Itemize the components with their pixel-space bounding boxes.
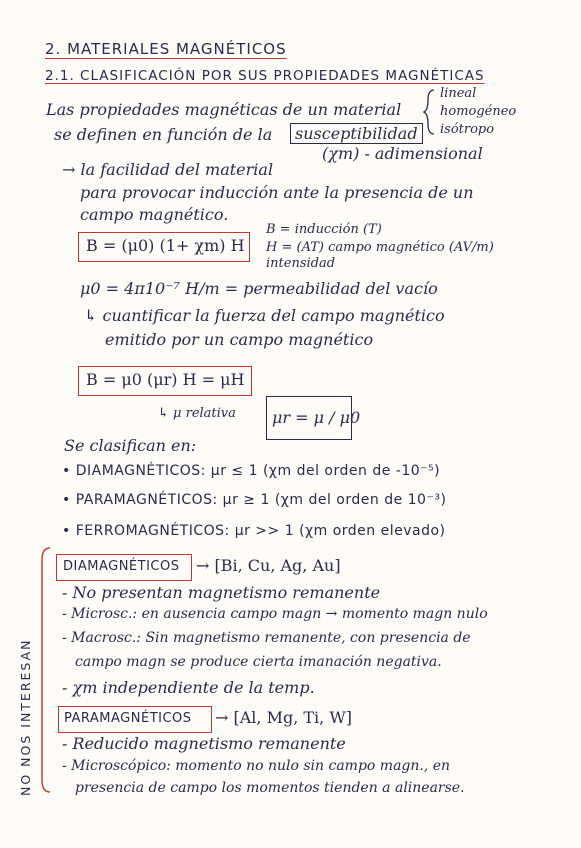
mu0-note-1: ↳ cuantificar la fuerza del campo magnético	[84, 306, 445, 325]
side-bracket	[42, 548, 50, 792]
dia-point-2: - Microsc.: en ausencia campo magn → momento magn nulo	[62, 606, 488, 622]
dia-label: DIAMAGNÉTICOS	[63, 559, 180, 574]
brace-item-isotropo: isótropo	[440, 122, 495, 137]
dia-point-4: campo magn se produce cierta imanación negativa.	[75, 654, 442, 670]
arrow-line-2: para provocar inducción ante la presencia de un	[80, 183, 474, 202]
class-diamagneticos: • DIAMAGNÉTICOS: μr ≤ 1 (χm del orden de -10⁻⁵)	[62, 463, 441, 479]
brace-mark	[424, 90, 434, 134]
arrow-line-3: campo magnético.	[80, 205, 229, 224]
para-point-1: - Reducido magnetismo remanente	[62, 734, 346, 753]
brace-item-lineal: lineal	[440, 86, 477, 101]
para-point-3: presencia de campo los momentos tienden a alinearse.	[75, 780, 465, 796]
mu0-formula: μ0 = 4π10⁻⁷ H/m = permeabilidad del vacío	[80, 279, 438, 298]
susceptibilidad-box: susceptibilidad	[290, 123, 423, 144]
dia-point-3: - Macrosc.: Sin magnetismo remanente, con presencia de	[62, 630, 471, 646]
class-ferromagneticos: • FERROMAGNÉTICOS: μr >> 1 (χm orden elevado)	[62, 523, 446, 539]
mur-def: μr = μ / μ0	[272, 408, 361, 427]
section-title: 2. MATERIALES MAGNÉTICOS	[45, 40, 287, 58]
dia-point-1: - No presentan magnetismo remanente	[62, 583, 381, 602]
def-H: H = (AT) campo magnético (AV/m)	[266, 240, 494, 255]
para-point-2: - Microscópico: momento no nulo sin campo magn., en	[62, 758, 451, 774]
def-B: B = inducción (T)	[266, 222, 382, 237]
arrow-line-1: → la facilidad del material	[62, 160, 274, 179]
formula-1: B = (μ0) (1+ χm) H	[86, 236, 245, 255]
subsection-title: 2.1. CLASIFICACIÓN POR SUS PROPIEDADES MAGNÉTICAS	[45, 68, 485, 84]
brace-item-homogeneo: homogéneo	[440, 104, 517, 119]
side-note: NO NOS INTERESAN	[18, 638, 33, 796]
relativa-label: ↳ μ relativa	[158, 406, 236, 421]
intro-line-2: se definen en función de la	[54, 125, 273, 144]
chi-m-note: (χm) - adimensional	[322, 144, 483, 163]
dia-examples: → [Bi, Cu, Ag, Au]	[196, 556, 341, 575]
formula-2: B = μ0 (μr) H = μH	[86, 370, 245, 389]
class-paramagneticos: • PARAMAGNÉTICOS: μr ≥ 1 (χm del orden de 10⁻³)	[62, 492, 447, 508]
dia-point-5: - χm independiente de la temp.	[62, 678, 315, 697]
para-label: PARAMAGNÉTICOS	[64, 711, 192, 726]
intro-line-1: Las propiedades magnéticas de un material	[46, 100, 402, 119]
def-H-sub: intensidad	[266, 256, 336, 271]
para-examples: → [Al, Mg, Ti, W]	[215, 708, 353, 727]
clasifican-label: Se clasifican en:	[64, 436, 197, 455]
mu0-note-2: emitido por un campo magnético	[105, 330, 374, 349]
